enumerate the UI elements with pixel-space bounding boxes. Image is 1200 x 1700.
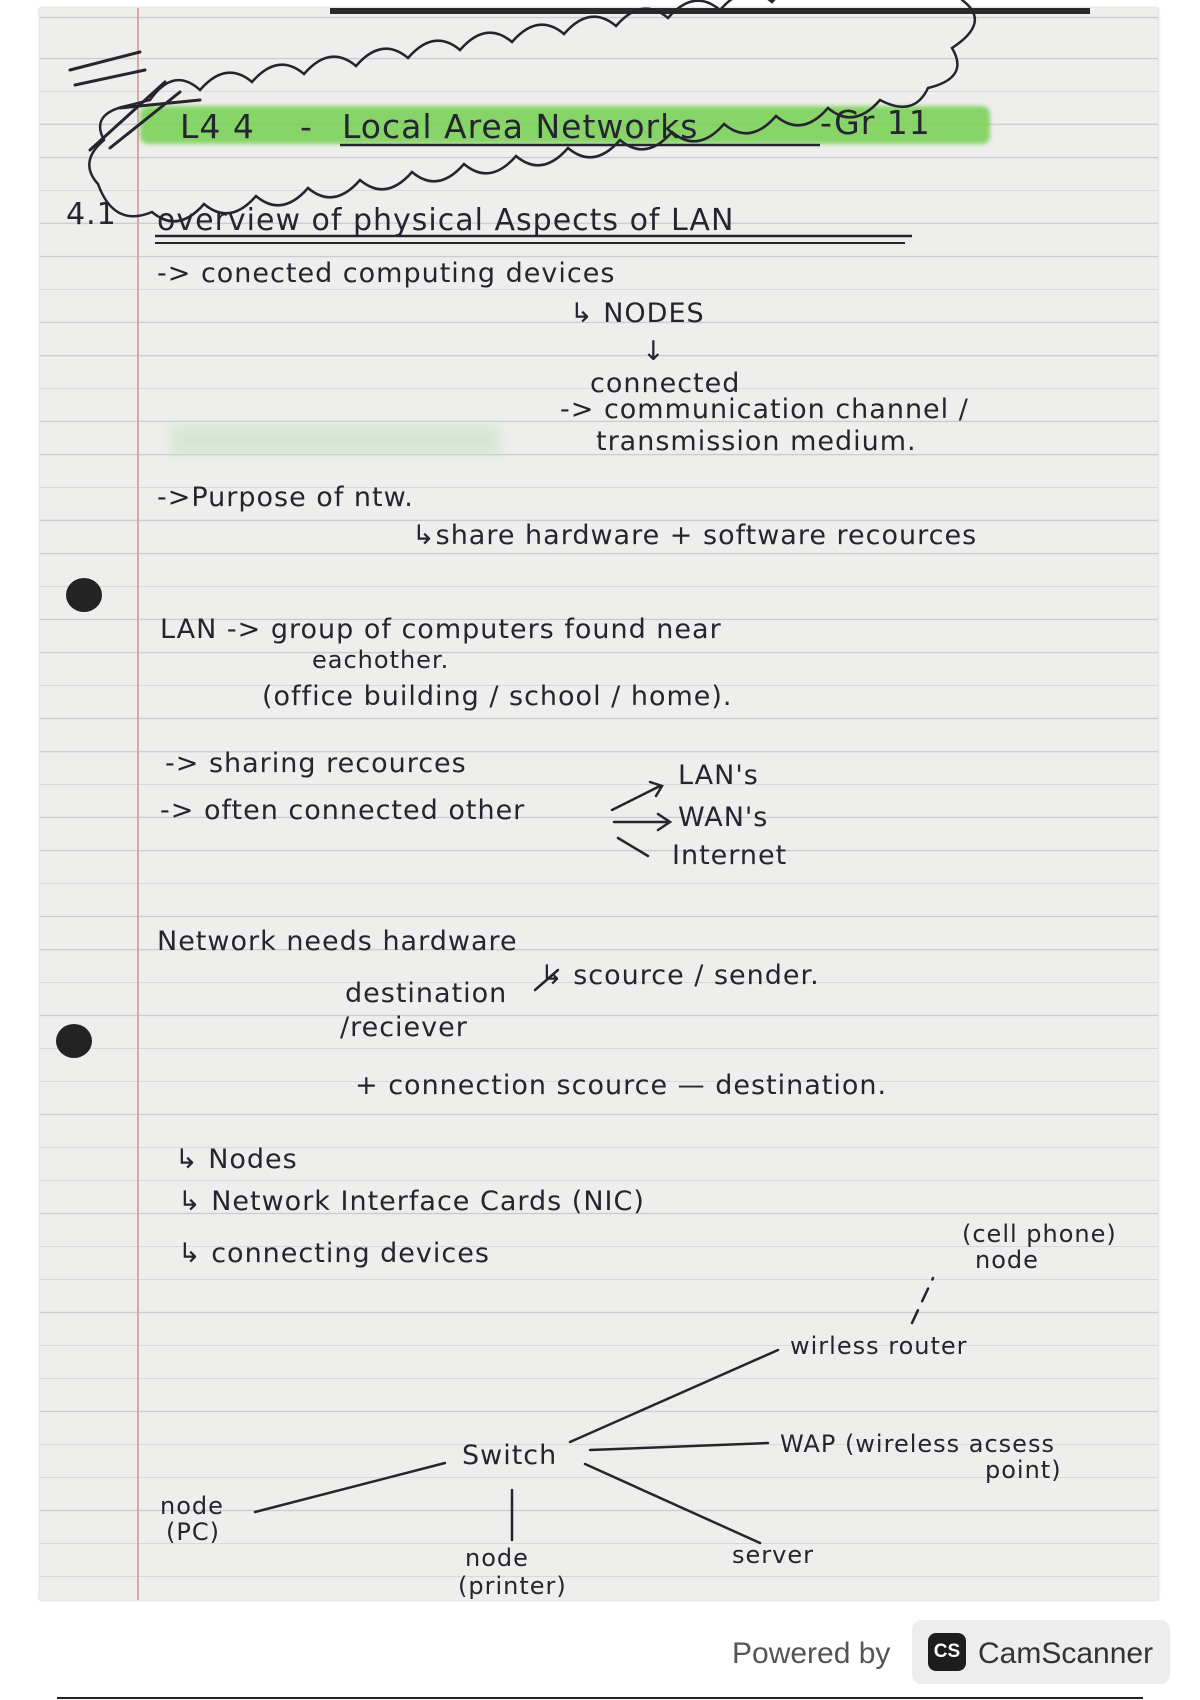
camscanner-brand: CamScanner xyxy=(978,1637,1154,1670)
section-number: 4.1 xyxy=(66,197,117,232)
server-label: server xyxy=(732,1541,814,1569)
hardware-heading: Network needs hardware xyxy=(157,926,518,957)
list-item: ↳ connecting devices xyxy=(178,1238,490,1269)
lan-definition: LAN -> group of computers found near xyxy=(160,614,722,645)
link-wans: WAN's xyxy=(678,802,769,833)
purpose-detail: ↳share hardware + software recources xyxy=(412,520,978,551)
router-label: wirless router xyxy=(790,1332,968,1360)
lesson-number: L4 4 xyxy=(180,107,255,146)
sharing-line: -> sharing recources xyxy=(165,748,467,779)
purpose-heading: ->Purpose of ntw. xyxy=(157,482,414,513)
wap-sub: point) xyxy=(985,1456,1062,1484)
nodes-note: ↳ NODES xyxy=(570,298,705,329)
overview-line: -> conected computing devices xyxy=(157,258,616,289)
connected-label: connected xyxy=(590,368,741,399)
wap-label: WAP (wireless acsess xyxy=(780,1430,1055,1458)
network-links xyxy=(255,1278,933,1543)
powered-by-text: Powered by xyxy=(732,1637,891,1670)
camscanner-logo-icon: CS xyxy=(928,1633,966,1671)
destination-label: destination xyxy=(345,978,508,1009)
down-arrow: ↓ xyxy=(642,336,666,367)
node-pc-sub: (PC) xyxy=(166,1518,220,1546)
link-internet: Internet xyxy=(672,840,788,871)
channel-label: -> communication channel / xyxy=(560,394,969,425)
page-title: Local Area Networks xyxy=(342,107,699,146)
bottom-rule xyxy=(57,1697,1143,1699)
node-printer-label: node xyxy=(465,1544,529,1572)
lan-examples: (office building / school / home). xyxy=(262,681,733,712)
cell-node-label: node xyxy=(975,1246,1039,1274)
link-lans: LAN's xyxy=(678,760,759,791)
often-line: -> often connected other xyxy=(160,795,526,826)
list-item: ↳ Network Interface Cards (NIC) xyxy=(178,1186,645,1217)
source-label: ↳ scource / sender. xyxy=(540,960,820,991)
node-printer-sub: (printer) xyxy=(458,1572,567,1600)
lan-definition-cont: eachother. xyxy=(312,646,450,674)
node-pc-label: node xyxy=(160,1492,224,1520)
connection-line: + connection scource — destination. xyxy=(355,1070,888,1101)
section-heading: overview of physical Aspects of LAN xyxy=(157,203,735,238)
branch-arrows xyxy=(535,782,670,990)
grade-label: -Gr 11 xyxy=(820,103,931,142)
cell-label: (cell phone) xyxy=(962,1220,1117,1248)
receiver-label: /reciever xyxy=(340,1012,468,1043)
title-dash: - xyxy=(300,107,313,146)
medium-label: transmission medium. xyxy=(596,426,917,457)
list-item: ↳ Nodes xyxy=(175,1144,298,1175)
switch-label: Switch xyxy=(462,1440,558,1471)
